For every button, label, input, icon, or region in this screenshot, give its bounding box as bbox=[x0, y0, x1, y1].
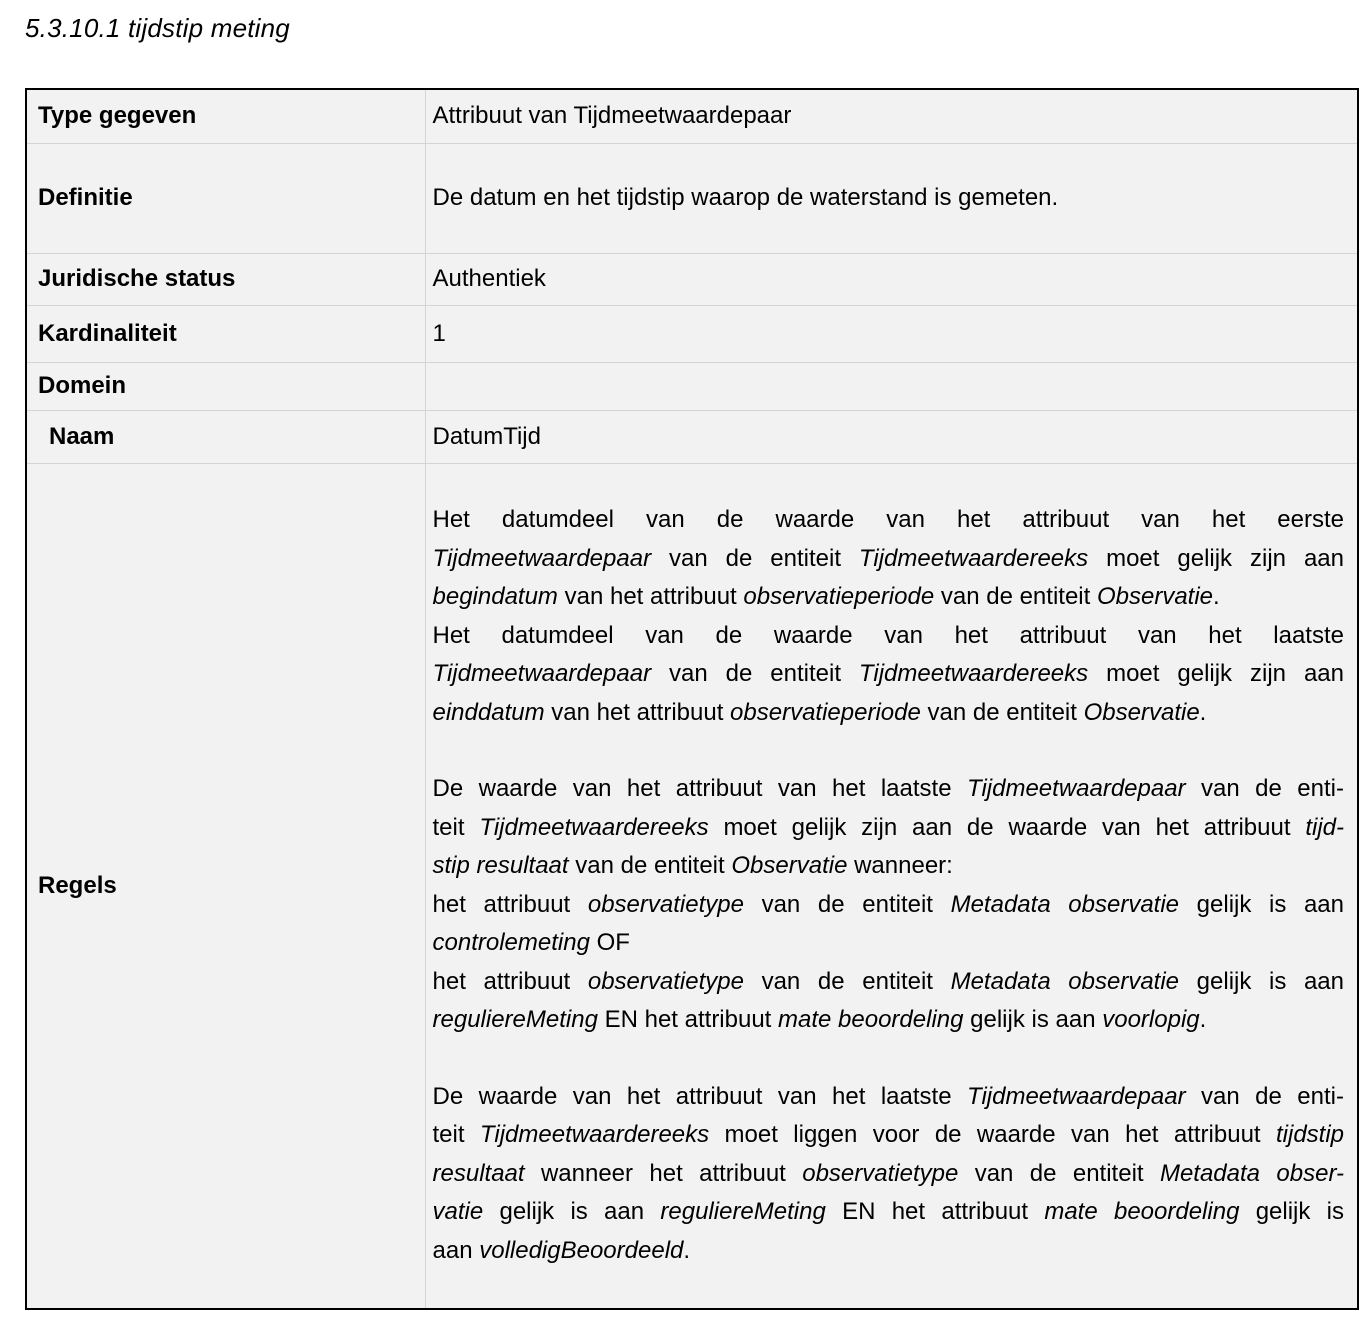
regels-line: Het datumdeel van de waarde van het attribuut van het laatste bbox=[432, 621, 1344, 649]
row-value-naam: DatumTijd bbox=[425, 410, 1358, 463]
row-label-domein: Domein bbox=[26, 362, 425, 410]
row-value-definitie: De datum en het tijdstip waarop de waterstand is gemeten. bbox=[425, 143, 1358, 253]
regels-line: het attribuut observatietype van de entiteit Metadata observatie gelijk is aan bbox=[432, 890, 1344, 918]
regels-paragraph bbox=[433, 1078, 1345, 1271]
regels-line: De waarde van het attribuut van het laatste Tijdmeetwaardepaar van de enti- bbox=[432, 775, 1344, 803]
regels-line: Tijdmeetwaardepaar van de entiteit Tijdmeetwaardereeks moet gelijk zijn aan bbox=[432, 544, 1344, 572]
regels-line: het attribuut observatietype van de entiteit Metadata observatie gelijk is aan bbox=[432, 967, 1344, 995]
regels-line: teit Tijdmeetwaardereeks moet liggen voor de waarde van het attribuut tijdstip bbox=[432, 1121, 1345, 1149]
regels-line: begindatum van het attribuut observatieperiode van de entiteit Observatie. bbox=[432, 583, 1220, 611]
regels-paragraph bbox=[433, 501, 1345, 732]
row-value-domein bbox=[425, 362, 1358, 410]
regels-line: resultaat wanneer het attribuut observatietype van de entiteit Metadata obser- bbox=[432, 1159, 1344, 1187]
regels-line: stip resultaat van de entiteit Observatie wanneer: bbox=[432, 852, 953, 880]
row-label-juridische-status: Juridische status bbox=[26, 253, 425, 305]
table-row-naam bbox=[26, 410, 1358, 463]
regels-line: vatie gelijk is aan reguliereMeting EN het attribuut mate beoordeling gelijk is bbox=[432, 1198, 1344, 1226]
row-value-regels bbox=[425, 463, 1358, 1309]
regels-line: teit Tijdmeetwaardereeks moet gelijk zijn aan de waarde van het attribuut tijd- bbox=[432, 813, 1345, 841]
table-row-regels bbox=[26, 463, 1358, 1309]
regels-line: einddatum van het attribuut observatieperiode van de entiteit Observatie. bbox=[432, 698, 1207, 726]
table-row-type-gegeven bbox=[26, 89, 1358, 143]
regels-text bbox=[433, 501, 1345, 1270]
table-row-kardinaliteit bbox=[26, 305, 1358, 362]
regels-paragraph bbox=[433, 770, 1345, 1040]
row-value-juridische-status: Authentiek bbox=[425, 253, 1358, 305]
regels-line: aan volledigBeoordeeld. bbox=[432, 1236, 691, 1264]
row-label-regels: Regels bbox=[26, 463, 425, 1309]
section-heading: 5.3.10.1 tijdstip meting bbox=[25, 13, 290, 43]
table-row-domein bbox=[26, 362, 1358, 410]
table-row-definitie bbox=[26, 143, 1358, 253]
table-row-juridische-status bbox=[26, 253, 1358, 305]
row-label-naam: Naam bbox=[26, 410, 425, 463]
regels-line: Het datumdeel van de waarde van het attribuut van het eerste bbox=[432, 506, 1344, 534]
regels-line: controlemeting OF bbox=[432, 929, 630, 957]
regels-line: De waarde van het attribuut van het laatste Tijdmeetwaardepaar van de enti- bbox=[432, 1082, 1344, 1110]
row-label-definitie: Definitie bbox=[26, 143, 425, 253]
row-label-type-gegeven: Type gegeven bbox=[26, 89, 425, 143]
regels-line: Tijdmeetwaardepaar van de entiteit Tijdmeetwaardereeks moet gelijk zijn aan bbox=[432, 660, 1344, 688]
row-value-kardinaliteit: 1 bbox=[425, 305, 1358, 362]
regels-line: reguliereMeting EN het attribuut mate beoordeling gelijk is aan voorlopig. bbox=[432, 1006, 1207, 1034]
row-value-type-gegeven: Attribuut van Tijdmeetwaardepaar bbox=[425, 89, 1358, 143]
row-label-kardinaliteit: Kardinaliteit bbox=[26, 305, 425, 362]
definition-table bbox=[25, 88, 1359, 1310]
